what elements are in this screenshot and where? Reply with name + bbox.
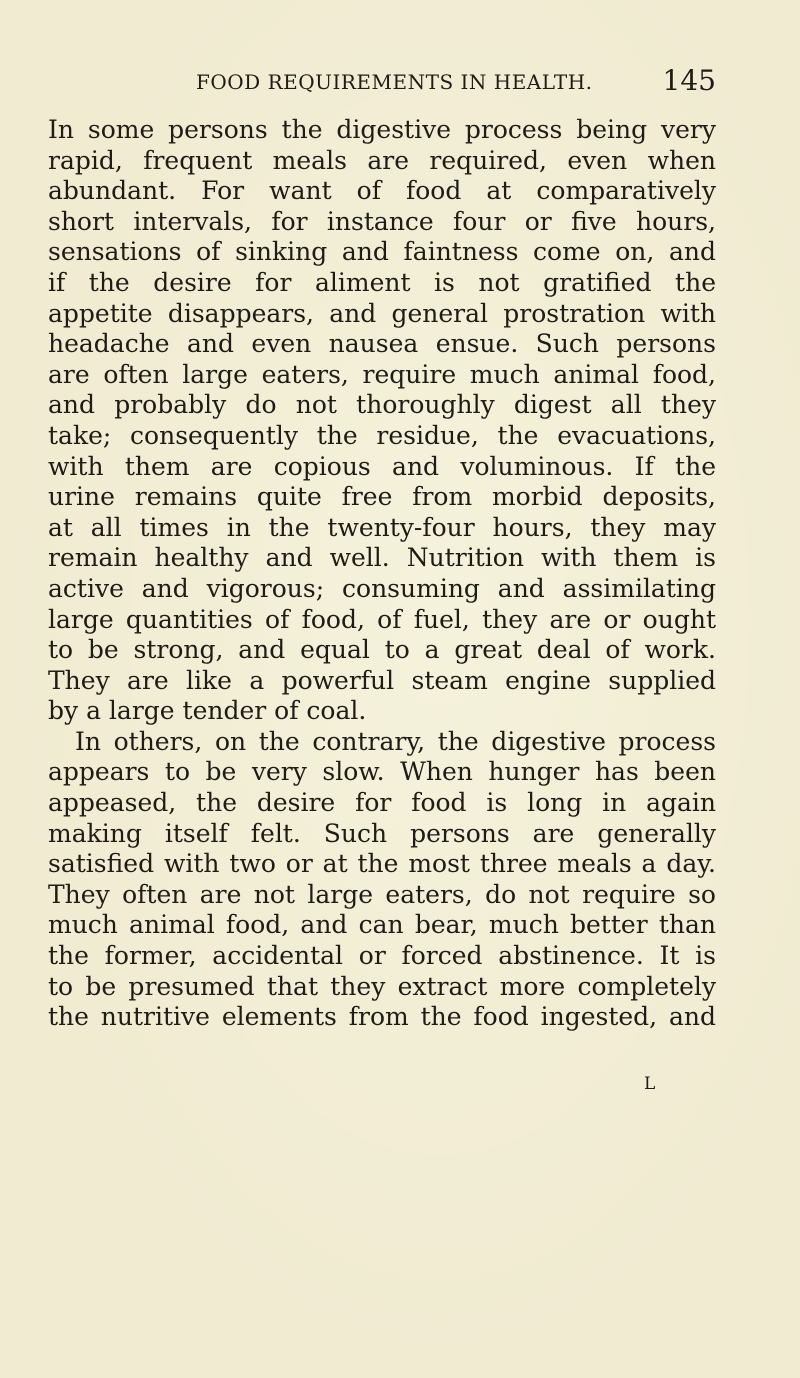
text-line: take; consequently the residue, the evacuations, (48, 420, 716, 450)
text-line: abundant. For want of food at comparatively (48, 176, 716, 206)
running-head (196, 64, 716, 104)
text-line: In some persons the digestive process being very (48, 115, 716, 144)
running-title: FOOD REQUIREMENTS IN HEALTH. (196, 70, 593, 94)
text-line: to be strong, and equal to a great deal of work. (48, 635, 716, 665)
text-line: rapid, frequent meals are required, even when (48, 145, 716, 175)
text-line: by a large tender of coal. (48, 696, 367, 726)
text-line: headache and even nausea ensue. Such persons (48, 329, 716, 359)
text-line: short intervals, for instance four or five hours, (48, 206, 716, 236)
text-line: appears to be very slow. When hunger has been (48, 757, 716, 787)
text-line: making itself felt. Such persons are generally (48, 818, 716, 848)
text-line: active and vigorous; consuming and assimilating (48, 573, 716, 603)
text-line: remain healthy and well. Nutrition with them is (48, 543, 716, 573)
text-line: appetite disappears, and general prostration with (48, 298, 716, 328)
paragraph (48, 115, 716, 727)
text-line: urine remains quite free from morbid deposits, (48, 482, 716, 512)
text-line: sensations of sinking and faintness come on, and (48, 237, 716, 267)
text-line: are often large eaters, require much animal food, (48, 359, 716, 389)
text-line: large quantities of food, of fuel, they are or ought (48, 604, 716, 634)
text-line: the former, accidental or forced abstinence. It is (48, 941, 716, 971)
paragraph (48, 727, 716, 1033)
text-line: In others, on the contrary, the digestive process (75, 726, 716, 756)
text-line: the nutritive elements from the food ingested, and (48, 1002, 716, 1032)
text-line: with them are copious and voluminous. If the (48, 451, 716, 481)
text-line: if the desire for aliment is not gratified the (48, 267, 716, 297)
text-line: appeased, the desire for food is long in again (48, 788, 716, 818)
signature-mark: L (644, 1074, 656, 1094)
text-line: satisfied with two or at the most three meals a day. (48, 849, 716, 879)
text-line: They often are not large eaters, do not require so (48, 879, 716, 909)
body-text (48, 115, 716, 1033)
text-line: at all times in the twenty-four hours, they may (48, 512, 716, 542)
text-line: They are like a powerful steam engine supplied (48, 665, 716, 695)
page-number: 145 (662, 64, 716, 97)
text-line: to be presumed that they extract more completely (48, 971, 716, 1001)
text-line: much animal food, and can bear, much better than (48, 910, 716, 940)
text-line: and probably do not thoroughly digest all they (48, 390, 716, 420)
